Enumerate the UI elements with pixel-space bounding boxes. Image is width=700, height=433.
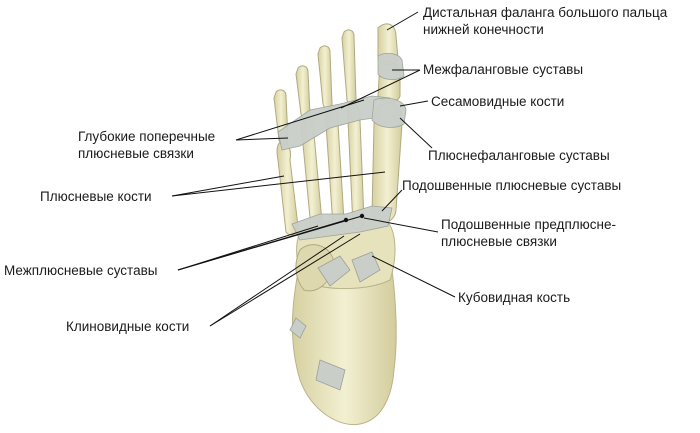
metatarsophalangeal-capsule bbox=[372, 98, 406, 127]
joint-marker bbox=[344, 218, 348, 222]
label-metatarsal-bones: Плюсневые кости bbox=[40, 189, 152, 204]
label-distal-phalanx-line2: нижней конечности bbox=[423, 22, 544, 37]
label-deep-transverse-line1: Глубокие поперечные bbox=[78, 129, 216, 144]
label-deep-transverse bbox=[78, 128, 215, 162]
label-deep-transverse-line2: плюсневые связки bbox=[78, 146, 194, 161]
phalanx-3 bbox=[318, 46, 332, 109]
leader-distal-phalanx bbox=[387, 12, 418, 30]
sesamoid-cap bbox=[378, 53, 404, 79]
label-sesamoid: Сесамовидные кости bbox=[431, 94, 565, 109]
label-plantar-tm-line2: плюсневые связки bbox=[441, 234, 557, 249]
label-metatarsophalangeal: Плюснефаланговые суставы bbox=[428, 148, 610, 163]
label-interphalangeal: Межфаланговые суставы bbox=[423, 62, 584, 77]
label-plantar-tm-line1: Подошвенные предплюсне- bbox=[441, 217, 616, 232]
leader-sesamoid bbox=[400, 101, 428, 106]
phalanx-2 bbox=[342, 30, 356, 105]
label-plantar-tarsometatarsal bbox=[441, 216, 616, 250]
leader-metatarsal-1 bbox=[172, 176, 284, 196]
label-cuboid: Кубовидная кость bbox=[458, 290, 571, 305]
label-distal-phalanx-line1: Дистальная фаланга большого пальца bbox=[423, 5, 668, 20]
label-cuneiform: Клиновидные кости bbox=[66, 319, 190, 334]
leader-mtp bbox=[400, 118, 432, 148]
joint-marker bbox=[360, 214, 364, 218]
metatarsal-5 bbox=[277, 142, 298, 235]
phalanx-4 bbox=[296, 66, 310, 119]
label-intermetatarsal-joints: Межплюсневые суставы bbox=[4, 263, 158, 278]
label-plantar-metatarsal-joints: Подошвенные плюсневые суставы bbox=[402, 178, 622, 193]
label-distal-phalanx bbox=[423, 4, 667, 38]
